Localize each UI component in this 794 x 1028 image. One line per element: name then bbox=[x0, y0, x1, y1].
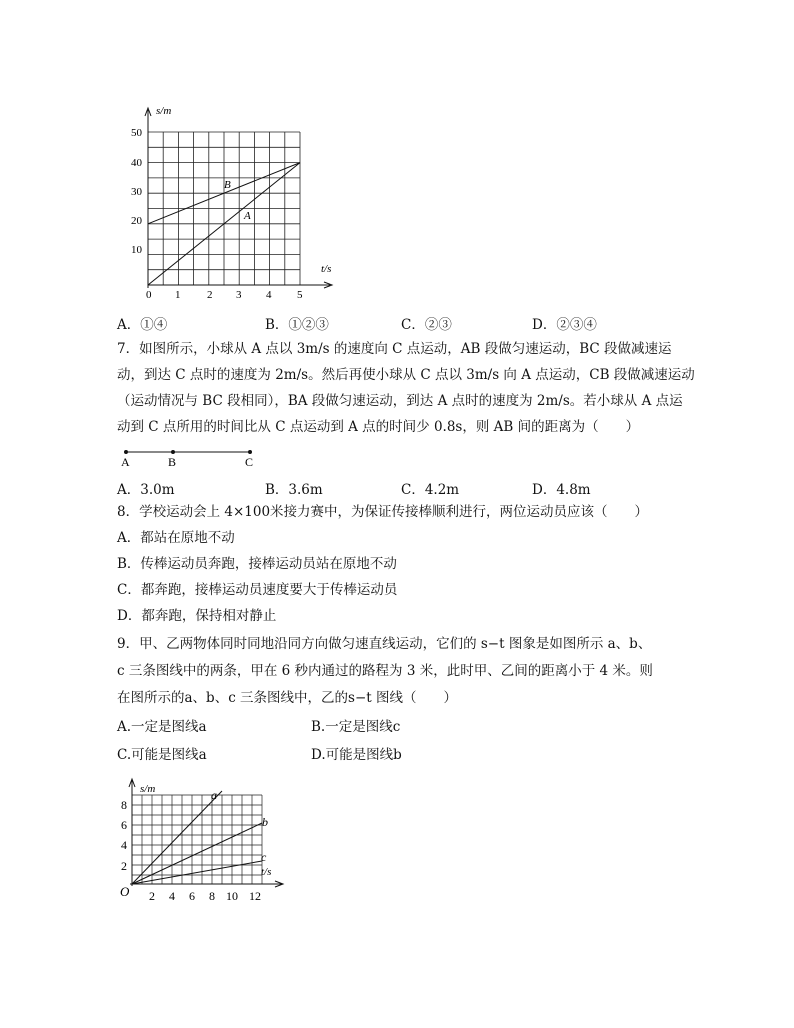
graph2-xtick: 6 bbox=[189, 889, 195, 903]
q6-option-a: A．①④ bbox=[117, 317, 168, 333]
graph1-ytick: 50 bbox=[131, 127, 142, 139]
graph1-ylabel: s/m bbox=[156, 105, 172, 117]
graph1-ytick: 30 bbox=[131, 186, 142, 198]
graph1-xtick: 2 bbox=[207, 289, 213, 301]
q6-option-b: B．①②③ bbox=[265, 317, 329, 333]
q7-point-a bbox=[124, 450, 128, 454]
graph2-origin: O bbox=[120, 884, 130, 899]
graph1-ytick: 40 bbox=[131, 157, 142, 169]
graph2-line-label-a: a bbox=[211, 788, 217, 802]
q7-label-c: C bbox=[245, 455, 254, 469]
graph2-ytick: 8 bbox=[121, 798, 127, 812]
graph1-xlabel: t/s bbox=[321, 263, 332, 275]
graph1-ytick: 10 bbox=[131, 244, 142, 256]
q9-line-3: 在图所示的a、b、c 三条图线中，乙的s−t 图线（ ） bbox=[117, 690, 457, 706]
q7-point-b bbox=[171, 450, 175, 454]
q9-line-1: 9．甲、乙两物体同时同地沿同方向做匀速直线运动，它们的 s−t 图象是如图所示 a、b、 bbox=[117, 636, 652, 652]
graph1-xtick: 0 bbox=[146, 289, 152, 301]
q7-line-1: 7．如图所示，小球从 A 点以 3m/s 的速度向 C 点运动，AB 段做匀速运动，BC 段做减速运 bbox=[117, 341, 672, 357]
graph2-ytick: 6 bbox=[121, 818, 127, 832]
q7-line-3: （运动情况与 BC 段相同），BA 段做匀速运动，到达 A 点时的速度为 2m/s。若小球从 A 点运 bbox=[117, 393, 683, 409]
graph2-ytick: 2 bbox=[121, 859, 127, 873]
q7-option-d: D．4.8m bbox=[532, 482, 591, 498]
q8-option-a: A．都站在原地不动 bbox=[117, 530, 235, 546]
graph2-grid bbox=[132, 795, 262, 884]
q7-option-a: A．3.0m bbox=[117, 482, 175, 498]
q7-label-b: B bbox=[168, 455, 177, 469]
q9-option-a: A.一定是图线a bbox=[117, 719, 207, 735]
q6-option-c: C．②③ bbox=[401, 317, 452, 333]
graph1-xtick: 1 bbox=[175, 289, 181, 301]
graph2-ylabel: s/m bbox=[140, 783, 156, 795]
st-graph-1 bbox=[118, 100, 348, 305]
graph2-line-label-c: c bbox=[261, 850, 267, 864]
q7-option-c: C．4.2m bbox=[401, 482, 460, 498]
q7-option-b: B．3.6m bbox=[265, 482, 323, 498]
q9-line-2: c 三条图线中的两条，甲在 6 秒内通过的路程为 3 米，此时甲、乙间的距离小于 4 米。则 bbox=[117, 663, 653, 679]
graph1-grid bbox=[148, 132, 300, 285]
q7-line-2: 动，到达 C 点时的速度为 2m/s。然后再使小球从 C 点以 3m/s 向 A 点运动，CB 段做减速运动 bbox=[117, 367, 695, 383]
graph2-xtick: 10 bbox=[226, 889, 238, 903]
graph2-xtick: 8 bbox=[209, 889, 215, 903]
q9-option-b: B.一定是图线c bbox=[311, 719, 401, 735]
graph2-ytick: 4 bbox=[121, 838, 127, 852]
graph2-xlabel: t/s bbox=[261, 866, 272, 878]
q7-point-c bbox=[248, 450, 252, 454]
graph2-line-label-b: b bbox=[262, 815, 268, 829]
q9-option-d: D.可能是图线b bbox=[311, 747, 402, 763]
q8-option-c: C．都奔跑，接棒运动员速度要大于传棒运动员 bbox=[117, 582, 398, 598]
q8-stem: 8．学校运动会上 4×100米接力赛中，为保证传接棒顺利进行，两位运动员应该（ ） bbox=[117, 504, 649, 520]
graph1-line-label-A: A bbox=[244, 210, 251, 222]
graph2-xtick: 4 bbox=[169, 889, 175, 903]
graph2-xtick: 12 bbox=[249, 889, 261, 903]
q7-track-diagram bbox=[118, 446, 268, 470]
graph1-ytick: 20 bbox=[131, 215, 142, 227]
q6-option-d: D．②③④ bbox=[532, 317, 597, 333]
q8-option-d: D．都奔跑，保持相对静止 bbox=[117, 608, 277, 624]
graph1-xtick: 3 bbox=[236, 289, 242, 301]
st-graph-2 bbox=[110, 774, 295, 904]
graph1-xtick: 5 bbox=[297, 289, 303, 301]
q8-option-b: B．传棒运动员奔跑，接棒运动员站在原地不动 bbox=[117, 556, 397, 572]
graph1-xtick: 4 bbox=[266, 289, 272, 301]
graph2-xtick: 2 bbox=[149, 889, 155, 903]
q9-option-c: C.可能是图线a bbox=[117, 747, 207, 763]
q7-label-a: A bbox=[121, 455, 130, 469]
q7-line-4: 动到 C 点所用的时间比从 C 点运动到 A 点的时间少 0.8s，则 AB 间的距离为（ ） bbox=[117, 419, 640, 435]
graph1-line-label-B: B bbox=[224, 179, 231, 191]
